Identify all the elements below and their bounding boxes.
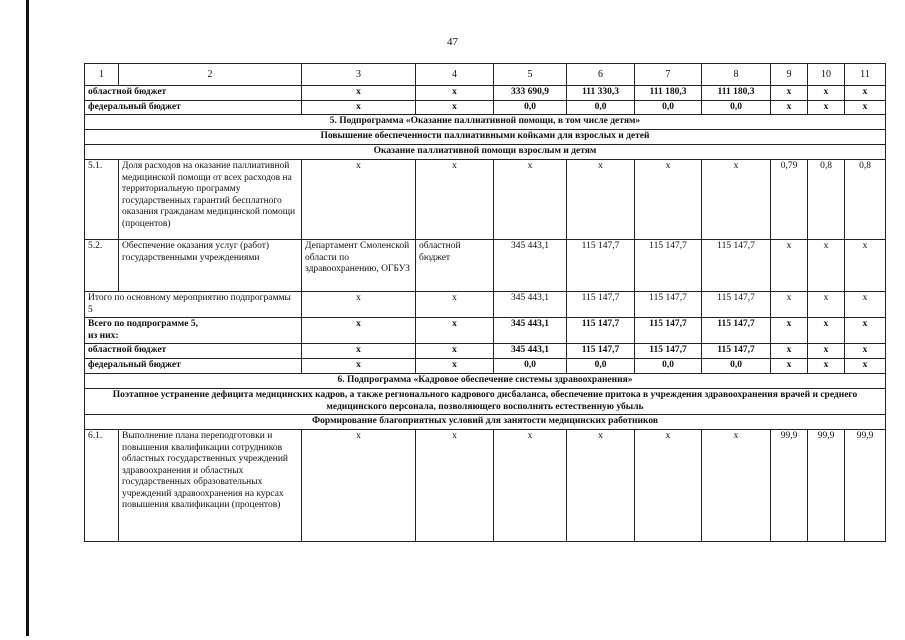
- section-row-subprogram-6-task: [85, 415, 886, 430]
- section-row-subprogram-6-goal: [85, 389, 886, 415]
- table-cell: 115 147,7: [635, 240, 702, 292]
- table-cell: х: [845, 240, 886, 292]
- table-cell: х: [845, 86, 886, 101]
- row-label: федеральный бюджет: [85, 359, 302, 374]
- vsego-label: Всего по подпрограмме 5,: [88, 319, 198, 329]
- header-cell: 8: [702, 64, 771, 86]
- table-cell: х: [808, 344, 845, 359]
- table-row-oblast-budget: [85, 86, 886, 101]
- table-row-5-1: [85, 160, 886, 240]
- table-cell: 0,8: [808, 160, 845, 240]
- table-cell: 99,9: [771, 430, 808, 542]
- program-table: [84, 63, 886, 542]
- table-cell: х: [302, 430, 416, 542]
- table-cell: 345 443,1: [494, 292, 567, 318]
- table-cell: х: [302, 86, 416, 101]
- table-cell: х: [416, 430, 494, 542]
- header-cell: 11: [845, 64, 886, 86]
- table-row-5-2: [85, 240, 886, 292]
- table-cell: 115 147,7: [567, 344, 635, 359]
- table-cell: 111 180,3: [702, 86, 771, 101]
- table-cell: х: [808, 292, 845, 318]
- header-cell: 7: [635, 64, 702, 86]
- row-number: 5.1.: [85, 160, 119, 240]
- table-cell: х: [302, 359, 416, 374]
- table-cell: х: [702, 430, 771, 542]
- table-cell: 115 147,7: [702, 240, 771, 292]
- table-cell: 345 443,1: [494, 344, 567, 359]
- table-cell: 0,0: [494, 359, 567, 374]
- table-cell: х: [416, 86, 494, 101]
- section-row-subprogram-5-goal: [85, 130, 886, 145]
- table-cell: 115 147,7: [567, 292, 635, 318]
- row-number: 6.1.: [85, 430, 119, 542]
- table-cell: 99,9: [845, 430, 886, 542]
- table-cell: 99,9: [808, 430, 845, 542]
- table-cell: 115 147,7: [567, 240, 635, 292]
- table-cell: х: [567, 430, 635, 542]
- table-cell: х: [302, 292, 416, 318]
- row-number: 5.2.: [85, 240, 119, 292]
- table-cell: х: [771, 292, 808, 318]
- table-cell: х: [302, 100, 416, 115]
- header-cell: 3: [302, 64, 416, 86]
- table-cell: х: [702, 160, 771, 240]
- table-cell: х: [845, 344, 886, 359]
- table-cell: х: [416, 344, 494, 359]
- table-cell: х: [635, 160, 702, 240]
- table-cell: 115 147,7: [702, 292, 771, 318]
- table-cell: 0,0: [567, 359, 635, 374]
- table-cell: 0,0: [702, 100, 771, 115]
- table-cell: х: [808, 240, 845, 292]
- row-description: Выполнение плана переподготовки и повышения квалификации сотрудников областных государственных учреждений здравоохранения и областных государственных образовательных учреждений здравоохранения на курсах повышения квалификации (процентов): [119, 430, 302, 542]
- table-cell: х: [845, 100, 886, 115]
- table-cell: 115 147,7: [635, 318, 702, 344]
- table-cell: 115 147,7: [635, 292, 702, 318]
- table-cell: 115 147,7: [702, 318, 771, 344]
- table-cell: 111 180,3: [635, 86, 702, 101]
- row-label: областной бюджет: [85, 344, 302, 359]
- table-cell: х: [494, 160, 567, 240]
- row-label: Итого по основному мероприятию подпрограммы 5: [85, 292, 302, 318]
- subprogram-6-title: 6. Подпрограмма «Кадровое обеспечение системы здравоохранения»: [85, 374, 886, 389]
- header-cell: 5: [494, 64, 567, 86]
- table-cell: 111 330,3: [567, 86, 635, 101]
- section-row-subprogram-5: [85, 115, 886, 130]
- header-cell: 6: [567, 64, 635, 86]
- row-label: федеральный бюджет: [85, 100, 302, 115]
- table-row-oblast-budget-5: [85, 344, 886, 359]
- table-row-federal-budget-5: [85, 359, 886, 374]
- table-cell: 115 147,7: [702, 344, 771, 359]
- table-cell: х: [302, 344, 416, 359]
- table-cell: 345 443,1: [494, 240, 567, 292]
- table-cell: х: [416, 318, 494, 344]
- row-label: областной бюджет: [85, 86, 302, 101]
- table-cell: х: [416, 160, 494, 240]
- table-cell: х: [494, 430, 567, 542]
- table-cell: х: [302, 318, 416, 344]
- page-number: 47: [447, 36, 458, 48]
- table-cell: 0,0: [702, 359, 771, 374]
- row-description: Обеспечение оказания услуг (работ) государственными учреждениями: [119, 240, 302, 292]
- table-row-vsego-5: [85, 318, 886, 344]
- table-cell: 0,0: [635, 100, 702, 115]
- table-cell: 0,8: [845, 160, 886, 240]
- table-cell: 0,0: [635, 359, 702, 374]
- table-cell: х: [771, 359, 808, 374]
- section-row-subprogram-5-task: [85, 145, 886, 160]
- header-cell: 4: [416, 64, 494, 86]
- table-cell: х: [808, 359, 845, 374]
- table-cell: х: [771, 344, 808, 359]
- table-header-row: [85, 64, 886, 86]
- table-cell: х: [845, 359, 886, 374]
- table-cell: 115 147,7: [567, 318, 635, 344]
- header-cell: 1: [85, 64, 119, 86]
- table-cell: х: [771, 318, 808, 344]
- table-cell: х: [808, 100, 845, 115]
- left-margin-rule: [26, 0, 29, 636]
- row-description: Доля расходов на оказание паллиативной медицинской помощи от всех расходов на территориальную программу государственных гарантий бесплатного оказания гражданам медицинской помощи (процентов): [119, 160, 302, 240]
- table-cell: х: [302, 160, 416, 240]
- subprogram-6-task: Формирование благоприятных условий для занятости медицинских работников: [85, 415, 886, 430]
- table-cell: х: [771, 86, 808, 101]
- table-row-itogo-5: [85, 292, 886, 318]
- subprogram-5-task: Оказание паллиативной помощи взрослым и детям: [85, 145, 886, 160]
- row-funding-source: областной бюджет: [416, 240, 494, 292]
- table-cell: 333 690,9: [494, 86, 567, 101]
- table-cell: х: [808, 318, 845, 344]
- table-cell: х: [845, 318, 886, 344]
- vsego-sublabel: из них:: [88, 330, 119, 341]
- table-cell: 0,79: [771, 160, 808, 240]
- table-row-federal-budget: [85, 100, 886, 115]
- header-cell: 9: [771, 64, 808, 86]
- section-row-subprogram-6: [85, 374, 886, 389]
- subprogram-6-goal: Поэтапное устранение дефицита медицинских кадров, а также регионального кадрового дисбаланса, обеспечение притока в учреждения здравоохранения врачей и среднего медицинского персонала, позволяющего восполнять естественную убыль: [85, 389, 886, 415]
- table-cell: 115 147,7: [635, 344, 702, 359]
- table-cell: х: [416, 100, 494, 115]
- table-cell: х: [416, 359, 494, 374]
- table-cell: х: [808, 86, 845, 101]
- subprogram-5-goal: Повышение обеспеченности паллиативными койками для взрослых и детей: [85, 130, 886, 145]
- table-cell: х: [567, 160, 635, 240]
- table-cell: х: [845, 292, 886, 318]
- row-label: [85, 318, 302, 344]
- table-cell: 0,0: [567, 100, 635, 115]
- table-cell: 345 443,1: [494, 318, 567, 344]
- row-executor: Департамент Смоленской области по здравоохранению, ОГБУЗ: [302, 240, 416, 292]
- table-cell: х: [635, 430, 702, 542]
- table-row-6-1: [85, 430, 886, 542]
- subprogram-5-title: 5. Подпрограмма «Оказание паллиативной помощи, в том числе детям»: [85, 115, 886, 130]
- table-cell: х: [771, 100, 808, 115]
- header-cell: 10: [808, 64, 845, 86]
- table-cell: 0,0: [494, 100, 567, 115]
- table-cell: х: [416, 292, 494, 318]
- table-cell: х: [771, 240, 808, 292]
- header-cell: 2: [119, 64, 302, 86]
